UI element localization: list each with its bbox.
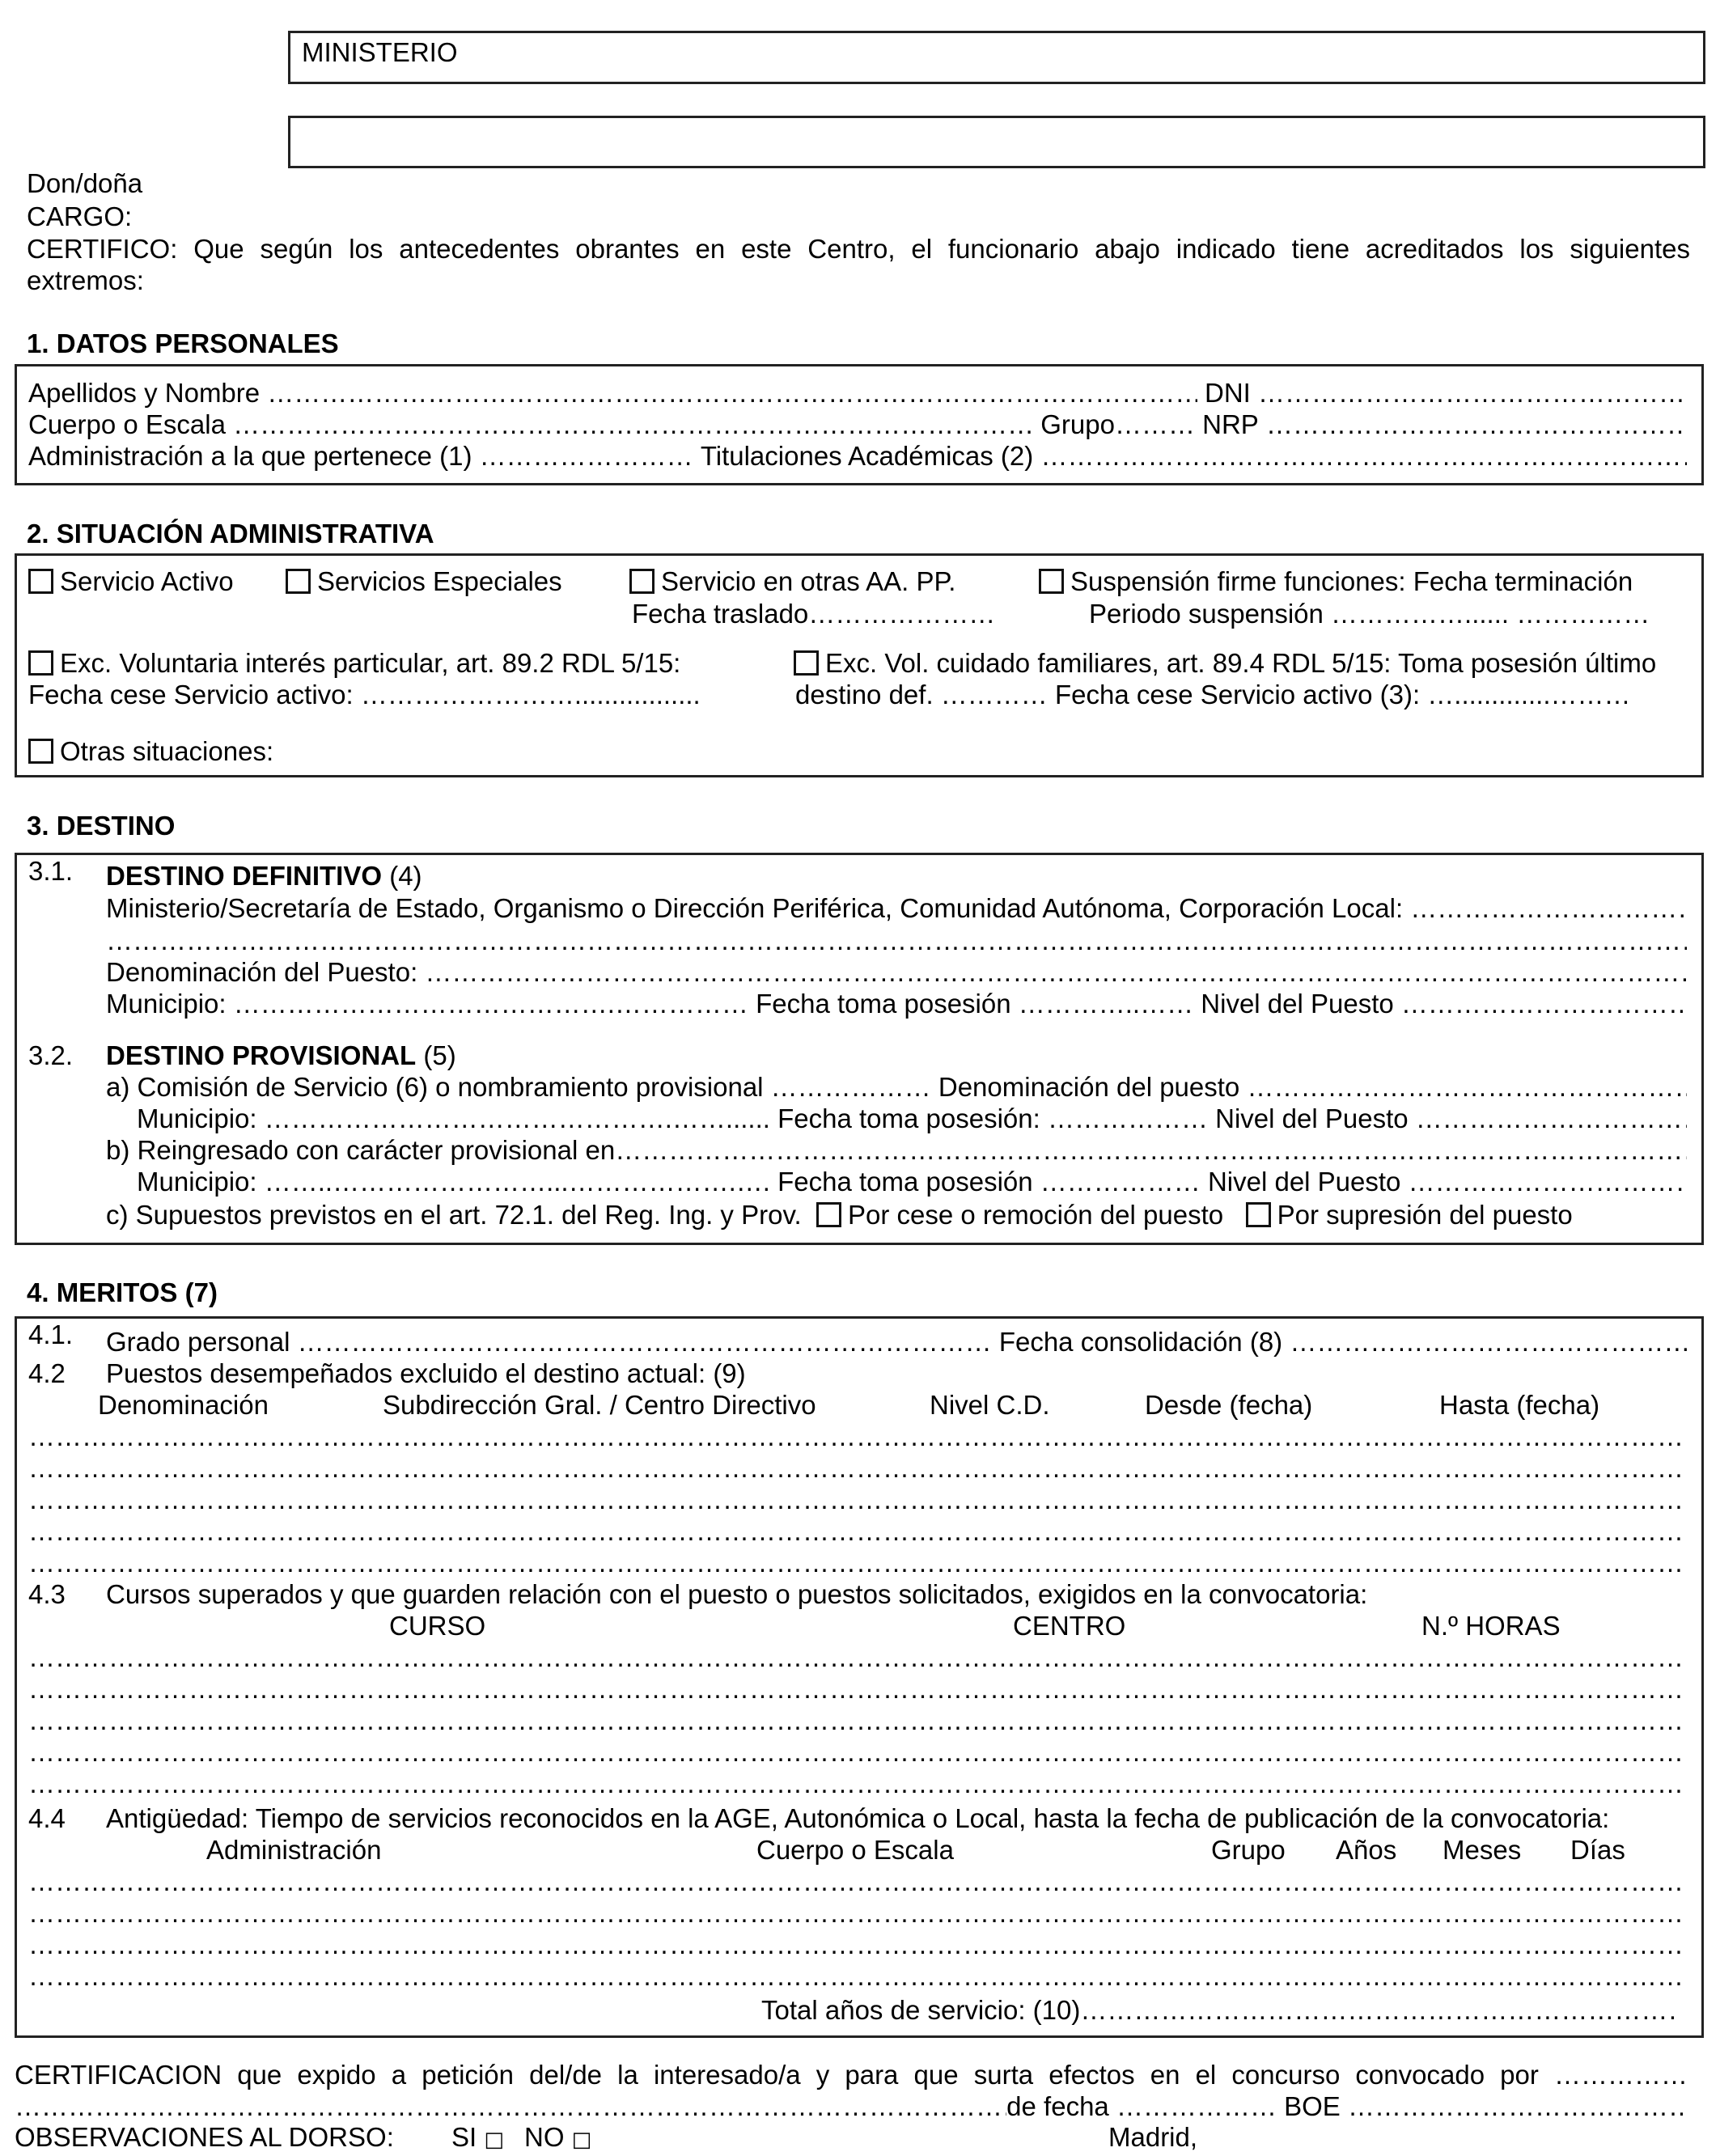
suspension-option[interactable] [1039,565,1633,598]
servicio-activo-checkbox[interactable] [28,569,53,594]
si-checkbox-icon[interactable]: □ [484,2128,504,2152]
servicio-activo-option[interactable] [28,565,234,598]
destino-provisional-title: DESTINO PROVISIONAL [106,1040,417,1070]
si-option[interactable] [451,2121,504,2156]
antiguedad-line[interactable] [28,1960,1687,1993]
cursos-header-curso: CURSO [389,1611,486,1641]
periodo-suspension[interactable]: Periodo suspensión ……………...... …………… [1089,599,1650,629]
ministerio-secretaria-field[interactable] [1410,892,1687,925]
denominacion-field[interactable] [425,956,1687,989]
denominacion-label: Denominación del Puesto: [106,957,418,987]
a-fecha-field[interactable]: Fecha toma posesión: ……………… [777,1103,1208,1133]
cursos-line[interactable] [28,1705,1687,1737]
grado-row [106,1326,1687,1358]
n43-label: 4.3 [28,1579,66,1609]
puestos-line[interactable] [28,1547,1687,1579]
b-fecha-field[interactable]: Fecha toma posesión ……………… [777,1167,1201,1197]
puestos-line[interactable] [28,1515,1687,1548]
b-municipio-field[interactable]: Municipio: ……..……………………...……………….…. [137,1167,770,1197]
puestos-header-subdireccion: Subdirección Gral. / Centro Directivo [383,1390,816,1420]
no-option[interactable] [524,2121,591,2156]
reingresado-field[interactable] [615,1134,1687,1167]
antig-header-dias: Días [1570,1835,1625,1865]
antig-header-meses: Meses [1443,1835,1522,1865]
titulaciones-field[interactable] [1040,440,1687,472]
administracion-row [28,440,1687,472]
comision-field[interactable]: a) Comisión de Servicio (6) o nombramiento provisional ……………… [106,1072,931,1102]
puestos-header-denominacion: Denominación [98,1390,269,1420]
destino-definitivo-title: DESTINO DEFINITIVO [106,861,383,891]
supresion-checkbox[interactable] [1246,1202,1271,1227]
destino-definitivo-note: (4) [382,861,422,891]
a-nivel-label: Nivel del Puesto [1215,1103,1409,1133]
antiguedad-label: Antigüedad: Tiempo de servicios reconocidos en la AGE, Autonómica o Local, hasta la fecha de publicación de la convocatoria: [106,1803,1610,1833]
puestos-line[interactable] [28,1421,1687,1453]
exc-voluntaria-label: Exc. Voluntaria interés particular, art. 89.2 RDL 5/15: [60,648,681,678]
antig-header-cuerpo: Cuerpo o Escala [756,1835,954,1865]
b-municipio-row [137,1166,1687,1198]
a-denominacion-field[interactable] [1247,1071,1687,1103]
section1-box [15,364,1704,485]
comision-row [106,1071,1687,1103]
servicios-especiales-checkbox[interactable] [286,569,311,594]
antiguedad-line[interactable] [28,1897,1687,1929]
servicios-especiales-option[interactable] [286,565,562,598]
exc-voluntaria-option[interactable] [28,647,680,680]
denominacion-row [106,956,1687,989]
cursos-header-centro: CENTRO [1013,1611,1126,1641]
cese-option[interactable] [816,1200,1223,1230]
ministerio-label: MINISTERIO [302,37,458,67]
total-row [761,1994,1679,2027]
nrp-field[interactable] [1266,409,1687,441]
apellidos-field[interactable] [267,377,1197,409]
fecha-toma-field[interactable]: Fecha toma posesión …………..…… [756,989,1194,1019]
section3-title: 3. DESTINO [27,811,176,841]
madrid-label: Madrid, [1108,2122,1198,2152]
a-municipio-field[interactable]: Municipio: ……………………………………….……...... [137,1103,770,1133]
ministerio-row [106,892,1687,925]
fecha-consolidacion-label: Fecha consolidación (8) [998,1327,1283,1357]
grado-personal-field[interactable]: Grado personal …………………………………………………………………… [106,1327,992,1357]
cuerpo-row [28,409,1687,441]
boe-field[interactable] [1348,2090,1688,2123]
municipio-field[interactable]: Municipio: …………………………………….…………… [106,989,748,1019]
fecha-traslado[interactable]: Fecha traslado………………… [632,599,996,629]
cese-label: Por cese o remoción del puesto [848,1200,1224,1230]
cursos-line[interactable] [28,1673,1687,1705]
n41-label: 4.1. [28,1319,74,1349]
supuestos-row [106,1199,1573,1231]
don-label: Don/doña [27,168,143,198]
otras-situaciones-option[interactable] [28,735,273,768]
reingresado-label: b) Reingresado con carácter provisional en [106,1135,616,1165]
a-municipio-row [137,1103,1687,1135]
otras-aapp-label: Servicio en otras AA. PP. [661,566,956,596]
otras-aapp-option[interactable] [629,565,955,598]
puestos-header-nivel: Nivel C.D. [930,1390,1050,1420]
municipio-row [106,988,1687,1020]
cursos-header-horas: N.º HORAS [1421,1611,1561,1641]
antig-header-anos: Años [1336,1835,1397,1865]
concurso-field[interactable] [15,2090,1006,2123]
puestos-label: Puestos desempeñados excluido el destino actual: (9) [106,1358,746,1388]
ministerio-box[interactable] [288,31,1705,84]
exc-cuidado-label: Exc. Vol. cuidado familiares, art. 89.4 RDL 5/15: Toma posesión último [825,648,1657,678]
otras-situaciones-label: Otras situaciones: [60,736,274,766]
section2-box [15,553,1704,777]
suspension-checkbox[interactable] [1039,569,1064,594]
supresion-option[interactable] [1246,1200,1573,1230]
destino-def-cese[interactable]: destino def. ………… Fecha cese Servicio activo (3): ….............……… [795,680,1631,709]
nrp-label: NRP [1202,409,1259,439]
fecha-consolidacion-field[interactable] [1290,1326,1687,1358]
puestos-line[interactable] [28,1452,1687,1485]
cursos-line[interactable] [28,1641,1687,1674]
destino-provisional-note: (5) [416,1040,456,1070]
n44-label: 4.4 [28,1803,66,1833]
servicio-activo-label: Servicio Activo [60,566,234,596]
certificacion-line2 [15,2090,1688,2123]
suspension-label: Suspensión firme funciones: Fecha terminación [1070,566,1633,596]
no-label: NO [524,2122,565,2152]
nivel-puesto-label: Nivel del Puesto [1201,989,1394,1019]
puestos-header-desde: Desde (fecha) [1145,1390,1313,1420]
destino-provisional-heading [106,1040,456,1072]
apellidos-row [28,377,1687,409]
administracion-label[interactable]: Administración a la que pertenece (1) …………………… [28,441,693,471]
n31-label: 3.1. [28,856,74,886]
b-nivel-field[interactable] [1409,1166,1687,1198]
dni-label: DNI [1204,378,1251,408]
cuerpo-field[interactable] [233,409,1033,441]
section4-box [15,1316,1704,2038]
supuestos-label: c) Supuestos previstos en el art. 72.1. del Reg. Ing. y Prov. [106,1200,802,1230]
certifico-line1: CERTIFICO: Que según los antecedentes obrantes en este Centro, el funcionario abajo indicado tiene acreditados los siguientes [27,234,1690,264]
cursos-line[interactable] [28,1736,1687,1768]
boe-label: BOE [1284,2091,1341,2121]
nivel-puesto-field[interactable] [1401,988,1687,1020]
certificacion-line1: CERTIFICACION que expido a petición del/de la interesado/a y para que surta efectos en el concurso convocado por …………… [15,2060,1688,2090]
puestos-header-hasta: Hasta (fecha) [1439,1390,1600,1420]
si-label: SI [451,2122,477,2152]
dni-field[interactable] [1258,377,1687,409]
reingresado-row [106,1134,1687,1167]
cese-checkbox[interactable] [816,1202,841,1227]
antiguedad-line[interactable] [28,1929,1687,1961]
cargo-label: CARGO: [27,201,133,231]
b-nivel-label: Nivel del Puesto [1207,1167,1401,1197]
otras-aapp-checkbox[interactable] [629,569,655,594]
cuerpo-label: Cuerpo o Escala [28,409,226,439]
cursos-line[interactable] [28,1768,1687,1800]
organismo-box[interactable] [288,116,1705,168]
grupo-label[interactable]: Grupo……… [1040,409,1195,439]
exc-voluntaria-checkbox[interactable] [28,650,53,676]
section2-title: 2. SITUACIÓN ADMINISTRATIVA [27,519,434,549]
exc-cuidado-option[interactable] [794,647,1656,680]
total-label: Total años de servicio: (10) [761,1995,1081,2025]
certifico-line2: extremos: [27,265,144,295]
a-denominacion-label: Denominación del puesto [938,1072,1240,1102]
servicios-especiales-label: Servicios Especiales [317,566,562,596]
section1-title: 1. DATOS PERSONALES [27,328,339,358]
ministerio-secretaria-label: Ministerio/Secretaría de Estado, Organismo o Dirección Periférica, Comunidad Autónoma, Corporación Local: [106,893,1404,923]
antig-header-administracion: Administración [206,1835,382,1865]
fecha-cese-servicio[interactable]: Fecha cese Servicio activo: ……………………................. [28,680,701,709]
otras-situaciones-checkbox[interactable] [28,739,53,764]
n42-label: 4.2 [28,1358,66,1388]
antiguedad-line[interactable] [28,1866,1687,1898]
exc-cuidado-checkbox[interactable] [794,650,819,676]
supresion-label: Por supresión del puesto [1277,1200,1573,1230]
apellidos-label: Apellidos y Nombre [28,378,261,408]
antig-header-grupo: Grupo [1211,1835,1286,1865]
cursos-label: Cursos superados y que guarden relación con el puesto o puestos solicitados, exigidos en la convocatoria: [106,1579,1368,1609]
total-field[interactable] [1080,1994,1679,2027]
section3-box [15,853,1704,1245]
observaciones-label: OBSERVACIONES AL DORSO: [15,2122,394,2152]
de-fecha-field[interactable]: de fecha ……………… [1006,2091,1277,2121]
section4-title: 4. MERITOS (7) [27,1277,218,1307]
puestos-line[interactable] [28,1484,1687,1516]
titulaciones-label: Titulaciones Académicas (2) [700,441,1034,471]
n32-label: 3.2. [28,1040,74,1070]
a-nivel-field[interactable] [1416,1103,1687,1135]
ministerio-continuation-field[interactable] [106,925,1687,957]
no-checkbox-icon[interactable]: □ [571,2128,592,2152]
destino-definitivo-heading [106,860,422,892]
